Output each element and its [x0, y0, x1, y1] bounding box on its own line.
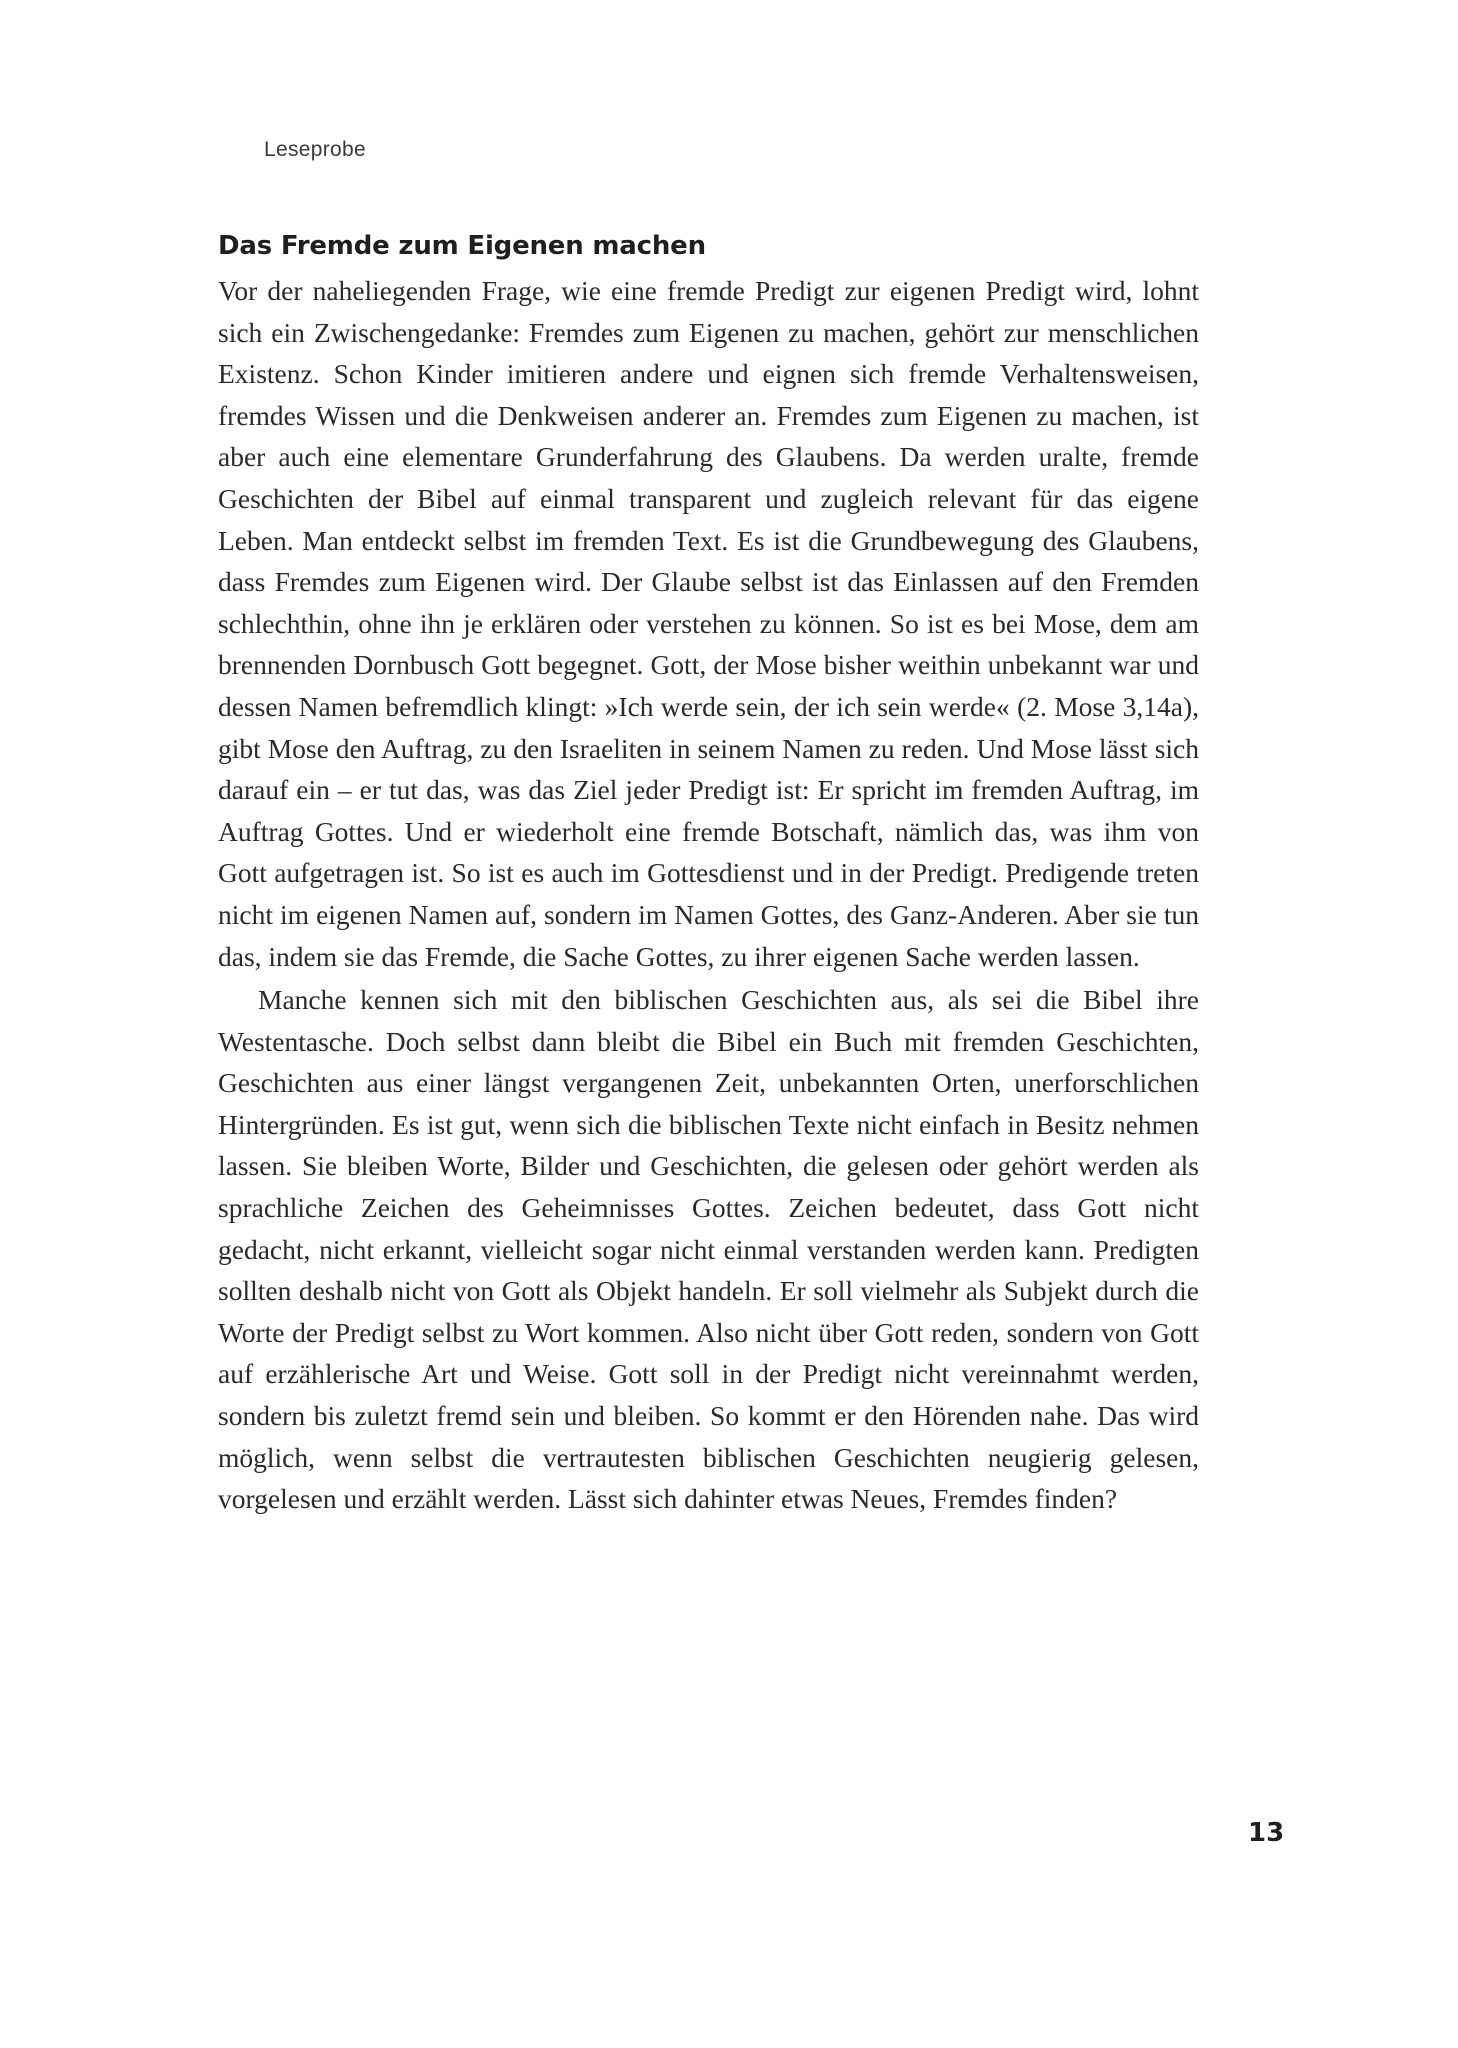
text-block [218, 228, 1199, 1520]
page-number: 13 [1248, 1818, 1285, 1848]
running-head: Leseprobe [264, 138, 366, 161]
paragraph-2: Manche kennen sich mit den biblischen Geschichten aus, als sei die Bibel ihre Westentasche. Doch selbst dann bleibt die Bibel ein Buch mit fremden Geschichten, Geschichten aus einer längst vergangenen Zeit, unbekannten Orten, unerforschlichen Hintergründen. Es ist gut, wenn sich die biblischen Texte nicht einfach in Besitz nehmen lassen. Sie bleiben Worte, Bilder und Geschichten, die gelesen oder gehört werden als sprachliche Zeichen des Geheimnisses Gottes. Zeichen bedeutet, dass Gott nicht gedacht, nicht erkannt, vielleicht sogar nicht einmal verstanden werden kann. Predigten sollten deshalb nicht von Gott als Objekt handeln. Er soll vielmehr als Subjekt durch die Worte der Predigt selbst zu Wort kommen. Also nicht über Gott reden, sondern von Gott auf erzählerische Art und Weise. Gott soll in der Predigt nicht vereinnahmt werden, sondern bis zuletzt fremd sein und bleiben. So kommt er den Hörenden nahe. Das wird möglich, wenn selbst die vertrautesten biblischen Geschichten neugierig gelesen, vorgelesen und erzählt werden. Lässt sich dahinter etwas Neues, Fremdes finden? [218, 984, 1199, 1515]
section-heading: Das Fremde zum Eigenen machen [218, 231, 706, 261]
paragraph-1: Vor der naheliegenden Frage, wie eine fremde Predigt zur eigenen Predigt wird, lohnt sich ein Zwischengedanke: Fremdes zum Eigenen zu machen, gehört zur menschlichen Existenz. Schon Kinder imitieren andere und eignen sich fremde Verhaltensweisen, fremdes Wissen und die Denkweisen anderer an. Fremdes zum Eigenen zu machen, ist aber auch eine elementare Grunderfahrung des Glaubens. Da werden uralte, fremde Geschichten der Bibel auf einmal transparent und zugleich relevant für das eigene Leben. Man entdeckt selbst im fremden Text. Es ist die Grundbewegung des Glaubens, dass Fremdes zum Eigenen wird. Der Glaube selbst ist das Einlassen auf den Fremden schlechthin, ohne ihn je erklären oder verstehen zu können. So ist es bei Mose, dem am brennenden Dornbusch Gott begegnet. Gott, der Mose bisher weithin unbekannt war und dessen Namen befremdlich klingt: »Ich werde sein, der ich sein werde« (2. Mose 3,14a), gibt Mose den Auftrag, zu den Israeliten in seinem Namen zu reden. Und Mose lässt sich darauf ein – er tut das, was das Ziel jeder Predigt ist: Er spricht im fremden Auftrag, im Auftrag Gottes. Und er wiederholt eine fremde Botschaft, nämlich das, was ihm von Gott aufgetragen ist. So ist es auch im Gottesdienst und in der Predigt. Predigende treten nicht im eigenen Namen auf, sondern im Namen Gottes, des Ganz-Anderen. Aber sie tun das, indem sie das Fremde, die Sache Gottes, zu ihrer eigenen Sache werden lassen. [218, 275, 1199, 972]
